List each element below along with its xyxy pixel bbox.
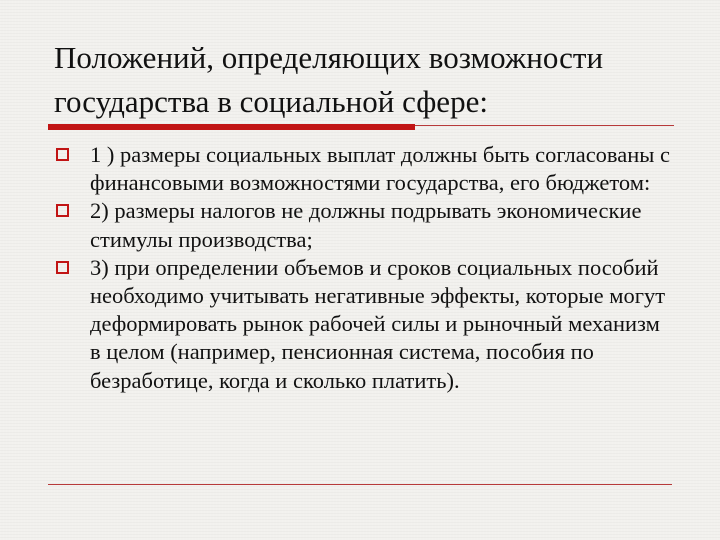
hollow-square-bullet-icon <box>56 148 69 161</box>
footer-rule <box>48 484 672 485</box>
bullet-item-1 <box>54 141 674 197</box>
bullet-item-3 <box>54 254 674 395</box>
bullet-list <box>54 141 674 395</box>
slide-title: Положений, определяющих возможности государства в социальной сфере: <box>54 40 604 119</box>
hollow-square-bullet-icon <box>56 204 69 217</box>
hollow-square-bullet-icon <box>56 261 69 274</box>
bullet-text-1: 1 ) размеры социальных выплат должны быть согласованы с финансовыми возможностями государства, его бюджетом: <box>90 142 671 196</box>
bullet-item-2 <box>54 197 674 253</box>
bullet-text-3: 3) при определении объемов и сроков социальных пособий необходимо учитывать негативные эффекты, которые могут деформировать рынок рабочей силы и рыночный механизм в целом (например, пенсионная система, пособия по безработице, когда и сколько платить). <box>90 254 666 393</box>
bullet-text-2: 2) размеры налогов не должны подрывать экономические стимулы производства; <box>90 198 642 252</box>
title-underline-accent <box>48 124 415 130</box>
